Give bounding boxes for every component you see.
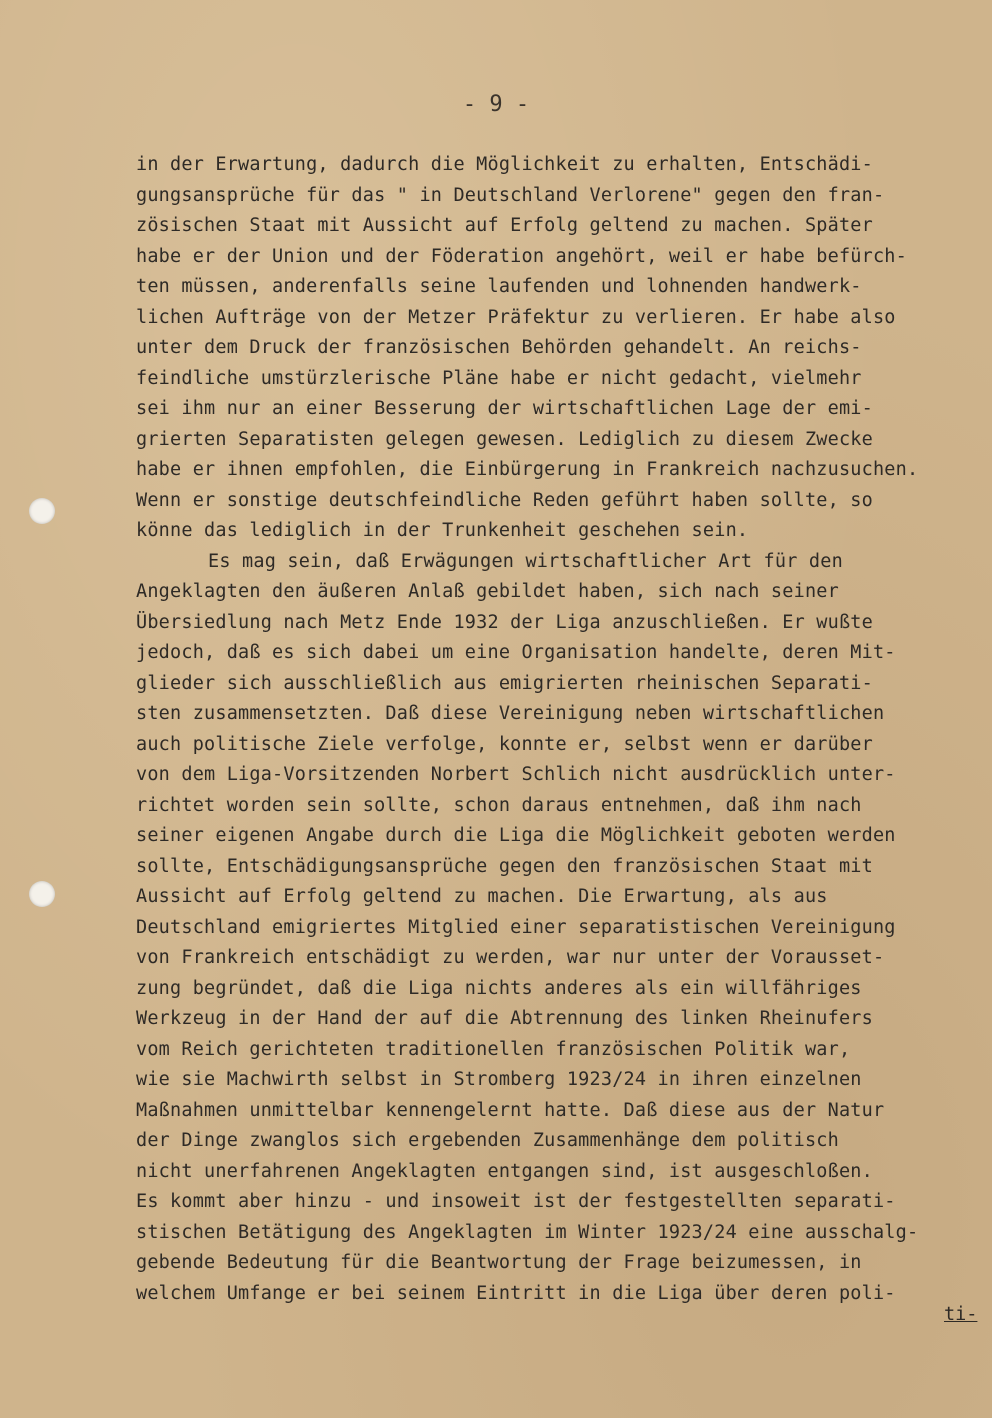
punch-hole: [29, 881, 55, 907]
page-number: - 9 -: [462, 92, 530, 117]
text-line: jedoch, daß es sich dabei um eine Organisation handelte, deren Mit-: [136, 642, 896, 663]
text-line: lichen Aufträge von der Metzer Präfektur zu verlieren. Er habe also: [136, 306, 896, 328]
text-line: Maßnahmen unmittelbar kennengelernt hatte. Daß diese aus der Natur: [136, 1099, 885, 1121]
text-line: gebende Bedeutung für die Beantwortung der Frage beizumessen, in: [136, 1252, 862, 1273]
text-line: grierten Separatisten gelegen gewesen. Lediglich zu diesem Zwecke: [136, 428, 873, 450]
text-line: Angeklagten den äußeren Anlaß gebildet haben, sich nach seiner: [136, 581, 839, 602]
text-line: Werkzeug in der Hand der auf die Abtrennung des linken Rheinufers: [136, 1008, 873, 1029]
text-line: zösischen Staat mit Aussicht auf Erfolg geltend zu machen. Später: [136, 215, 873, 236]
text-line: glieder sich ausschließlich aus emigrierten rheinischen Separati-: [136, 672, 873, 694]
punch-hole: [29, 498, 55, 524]
text-line: der Dinge zwanglos sich ergebenden Zusammenhänge dem politisch: [136, 1130, 839, 1151]
catchword: ti-: [944, 1304, 978, 1325]
text-line: unter dem Druck der französischen Behörden gehandelt. An reichs-: [136, 337, 862, 358]
text-line: in der Erwartung, dadurch die Möglichkeit zu erhalten, Entschädi-: [136, 154, 873, 175]
text-line: zung begründet, daß die Liga nichts anderes als ein willfähriges: [136, 977, 862, 999]
text-line: sollte, Entschädigungsansprüche gegen den französischen Staat mit: [136, 855, 873, 877]
text-line: Aussicht auf Erfolg geltend zu machen. Die Erwartung, als aus: [136, 886, 828, 907]
text-line: feindliche umstürzlerische Pläne habe er nicht gedacht, vielmehr: [136, 367, 862, 389]
text-line: von dem Liga-Vorsitzenden Norbert Schlich nicht ausdrücklich unter-: [136, 764, 896, 785]
text-line: vom Reich gerichteten traditionellen französischen Politik war,: [136, 1038, 851, 1060]
text-line: von Frankreich entschädigt zu werden, war nur unter der Vorausset-: [136, 947, 885, 968]
text-line: nicht unerfahrenen Angeklagten entgangen sind, ist ausgeschloßen.: [136, 1160, 873, 1182]
text-line: Es kommt aber hinzu - und insoweit ist der festgestellten separati-: [136, 1191, 896, 1212]
text-line: sten zusammensetzten. Daß diese Vereinigung neben wirtschaftlichen: [136, 703, 885, 724]
text-line: Deutschland emigriertes Mitglied einer separatistischen Vereinigung: [136, 916, 896, 938]
text-line: wie sie Machwirth selbst in Stromberg 1923/24 in ihren einzelnen: [136, 1069, 862, 1090]
text-line: seiner eigenen Angabe durch die Liga die Möglichkeit geboten werden: [136, 825, 896, 846]
text-line: richtet worden sein sollte, schon daraus entnehmen, daß ihm nach: [136, 794, 862, 816]
text-line: ten müssen, anderenfalls seine laufenden und lohnenden handwerk-: [136, 276, 862, 297]
text-line: könne das lediglich in der Trunkenheit geschehen sein.: [136, 520, 749, 541]
text-line: habe er ihnen empfohlen, die Einbürgerung in Frankreich nachzusuchen.: [136, 459, 919, 480]
text-line: gungsansprüche für das " in Deutschland Verlorene" gegen den fran-: [136, 184, 885, 206]
text-line: stischen Betätigung des Angeklagten im Winter 1923/24 eine ausschalg-: [136, 1221, 919, 1243]
text-line: auch politische Ziele verfolge, konnte er, selbst wenn er darüber: [136, 733, 873, 755]
text-line: Wenn er sonstige deutschfeindliche Reden geführt haben sollte, so: [136, 489, 873, 511]
text-line: Übersiedlung nach Metz Ende 1932 der Liga anzuschließen. Er wußte: [136, 611, 873, 633]
text-line: sei ihm nur an einer Besserung der wirtschaftlichen Lage der emi-: [136, 398, 873, 419]
text-line: welchem Umfange er bei seinem Eintritt in die Liga über deren poli-: [136, 1282, 896, 1304]
text-line: habe er der Union und der Föderation angehört, weil er habe befürch-: [136, 245, 907, 267]
body-text: [136, 150, 986, 1309]
paragraph-start-line: Es mag sein, daß Erwägungen wirtschaftlicher Art für den: [208, 550, 843, 572]
